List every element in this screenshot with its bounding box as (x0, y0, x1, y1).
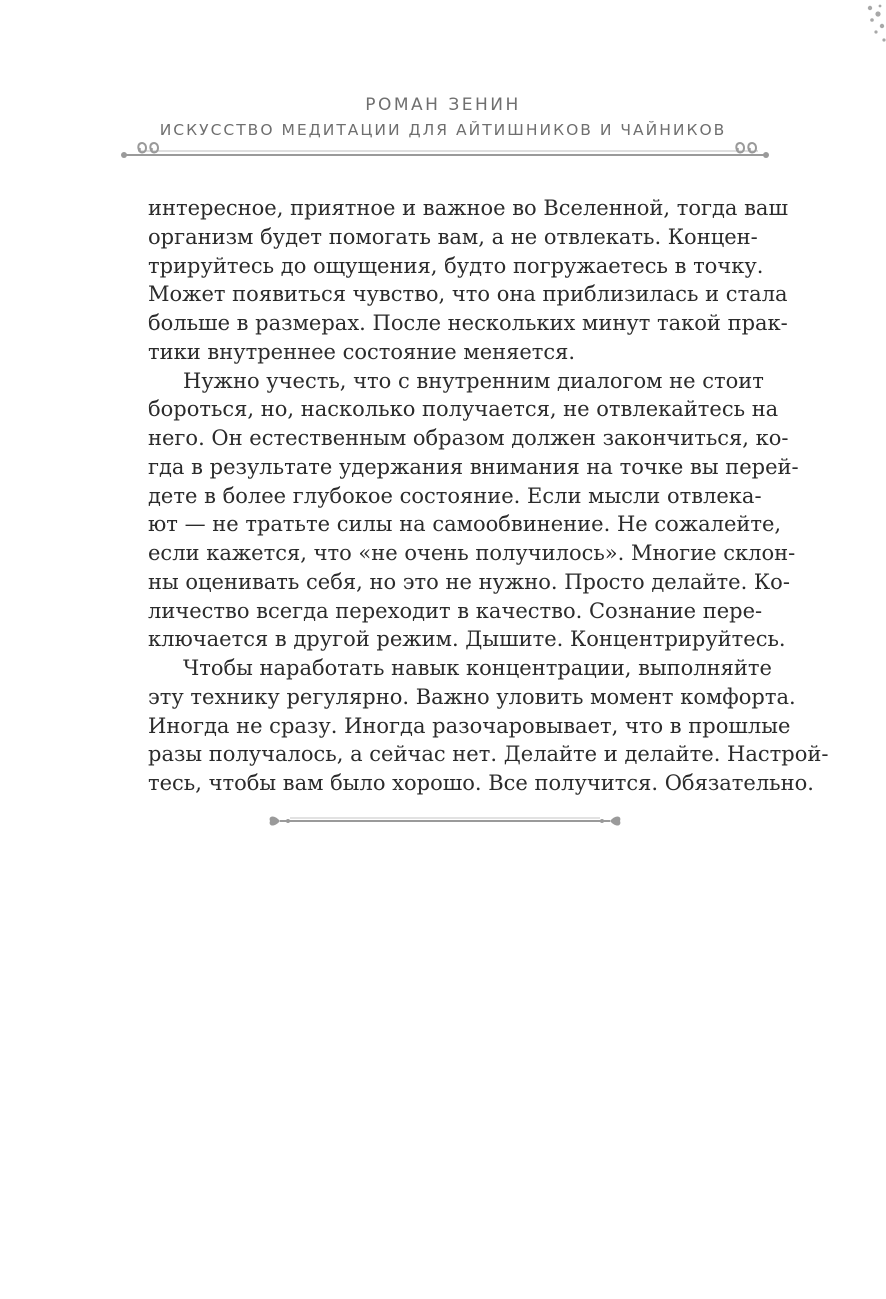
section-end-ornament (266, 808, 624, 834)
text-line: Иногда не сразу. Иногда разочаровывает, что в прошлые (148, 713, 791, 738)
header-book-title: ИСКУССТВО МЕДИТАЦИИ ДЛЯ АЙТИШНИКОВ И ЧАЙНИКОВ (159, 121, 727, 139)
text-line: Чтобы наработать навык концентрации, выполняйте (183, 656, 772, 680)
text-line: организм будет помогать вам, а не отвлекать. Концен- (148, 224, 758, 249)
body-text (148, 194, 829, 798)
text-line: гда в результате удержания внимания на точке вы перей- (148, 454, 799, 479)
text-line: больше в размерах. После нескольких минут такой прак- (148, 311, 788, 335)
text-line: разы получалось, а сейчас нет. Делайте и делайте. Настрой- (148, 742, 829, 767)
running-header (0, 94, 886, 141)
text-line: ключается в другой режим. Дышите. Концентрируйтесь. (148, 627, 786, 652)
text-line: ны оценивать себя, но это не нужно. Просто делайте. Ко- (148, 569, 790, 594)
text-line: тики внутреннее состояние меняется. (148, 339, 576, 364)
corner-dots-ornament (846, 0, 886, 50)
header-author: РОМАН ЗЕНИН (365, 95, 521, 115)
text-line: эту технику регулярно. Важно уловить момент комфорта. (148, 684, 796, 709)
text-line: Нужно учесть, что с внутренним диалогом не стоит (183, 368, 764, 393)
text-line: ют — не тратьте силы на самообвинение. Не сожалейте, (148, 512, 782, 537)
text-line: него. Он естественным образом должен закончиться, ко- (148, 426, 789, 450)
text-line: трируйтесь до ощущения, будто погружаетесь в точку. (148, 253, 764, 278)
text-line: если кажется, что «не очень получилось». Многие склон- (148, 541, 796, 565)
text-line: тесь, чтобы вам было хорошо. Все получится. Обязательно. (148, 771, 814, 795)
text-line: личество всегда переходит в качество. Сознание пере- (148, 598, 763, 623)
text-line: интересное, приятное и важное во Вселенной, тогда ваш (148, 196, 788, 220)
text-line: Может появиться чувство, что она приблизилась и стала (148, 282, 788, 307)
header-ornamental-rule (118, 138, 772, 168)
text-line: бороться, но, насколько получается, не отвлекайтесь на (148, 397, 779, 422)
text-line: дете в более глубокое состояние. Если мысли отвлека- (148, 483, 762, 508)
